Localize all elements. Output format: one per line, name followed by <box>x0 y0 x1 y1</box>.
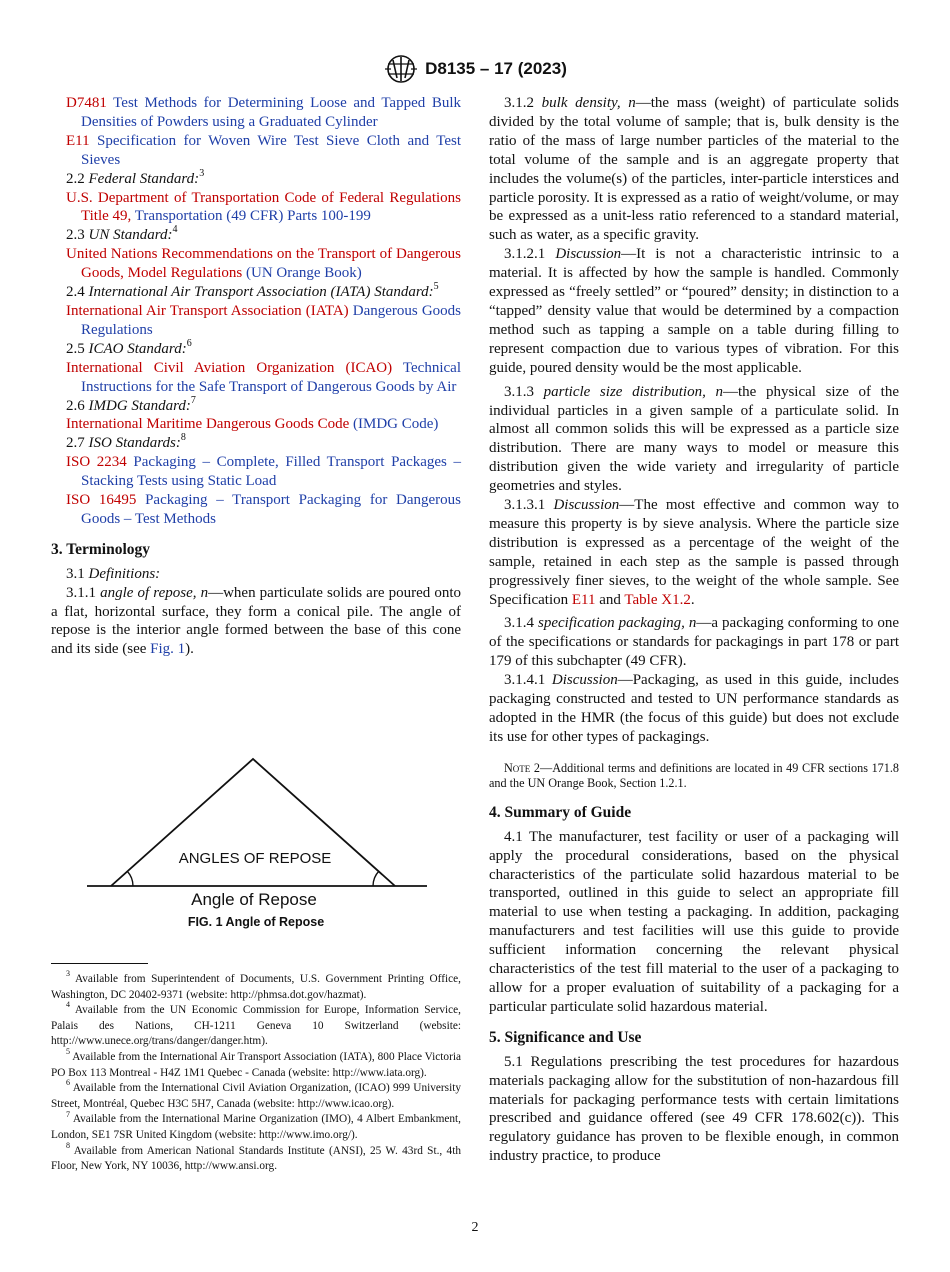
left-angle-arc <box>127 871 133 886</box>
reference-title[interactable]: Test Methods for Determining Loose and Tapped Bulk Densities of Powders using a Graduated Cylinder <box>81 95 462 130</box>
clause-number: 3.1.1 <box>66 584 96 601</box>
reference-title[interactable]: (IMDG Code) <box>353 416 439 433</box>
clause-3-1-2-1 <box>489 245 899 377</box>
right-column <box>489 94 899 1166</box>
footnote-text: Available from the International Air Transport Association (IATA), 800 Place Victoria PO Box 113 Montreal - H4Z 1M1 Quebec - Canada (website: http://www.iata.org). <box>51 1050 461 1079</box>
connector-text: and <box>595 591 625 608</box>
footnote-divider <box>51 963 148 964</box>
footnote-text: Available from the International Marine Organization (IMO), 4 Albert Embankment, London, SE1 7SR United Kingdom (website: http://www.imo.org/). <box>51 1113 461 1141</box>
clause-label: ISO Standards: <box>88 435 181 452</box>
reference-iata <box>51 302 461 340</box>
reference-title[interactable]: Specification for Woven Wire Test Sieve Cloth and Test Sieves <box>81 132 461 168</box>
discussion-label: Discussion <box>555 246 622 263</box>
clause-3-1-4-1 <box>489 671 899 747</box>
footnote <box>51 1078 461 1112</box>
definition-text: —when particulate solids are poured onto a flat, horizontal surface, they form a conical pile. The angle of repose is the interior angle formed between the base of this cone and its side (see <box>51 584 461 658</box>
clause-label: UN Standard: <box>88 227 173 244</box>
reference-d7481 <box>51 94 461 132</box>
reference-title[interactable]: Dangerous Goods Regulations <box>81 302 462 338</box>
clause-2-3 <box>51 226 461 245</box>
footnote-ref[interactable]: 5 <box>433 281 439 293</box>
clause-label: Federal Standard: <box>88 170 200 187</box>
footnote-number: 6 <box>66 1078 70 1088</box>
definition-text: —a packaging conforming to one of the specifications or standards for packagings in part 178 or part 179 of this subchapter (49 CFR). <box>489 615 899 670</box>
footnote-number: 8 <box>66 1140 70 1150</box>
definition-text: —the physical size of the individual particles in a given sample of a particulate solid. In almost all common solids this will be expressed as a particle size distribution. There are many ways to model or measure this distribution given the wide variety and irregularity of particle geometries and styles. <box>489 383 899 495</box>
clause-3-1 <box>51 565 461 584</box>
discussion-label: Discussion <box>553 497 620 514</box>
reference-code[interactable]: ISO 2234 <box>66 454 127 471</box>
clause-number: 3.1.2.1 <box>504 246 546 263</box>
astm-logo-icon <box>383 54 419 84</box>
clause-number: 3.1 <box>66 565 85 582</box>
footnote-ref[interactable]: 8 <box>180 432 186 444</box>
section-heading-terminology: 3. Terminology <box>51 540 151 558</box>
footnote-ref[interactable]: 6 <box>186 337 192 349</box>
note-text: —Additional terms and definitions are located in 49 CFR sections 171.8 and the UN Orange Book, Section 1.2.1. <box>489 760 899 791</box>
left-column <box>51 94 461 659</box>
reference-code[interactable]: U.S. Department of Transportation Code of Federal Regulations Title 49, <box>66 189 461 225</box>
clause-number: 2.5 <box>66 340 85 357</box>
clause-2-5 <box>51 337 461 359</box>
clause-2-6 <box>51 394 461 416</box>
definition-text: —the mass (weight) of particulate solids divided by the total volume of sample; that is, bulk density is the ratio of the mass of large number particles of the material to the total volume of the sample and is an aggregate property that includes the volume(s) of the particles, inter-particle interstices and particle porosity. It is expressed as a ratio of weight/volume, or may be expressed as a unit-less ratio referenced to a standard material, such as water, as a specific gravity. <box>489 95 899 244</box>
clause-3-1-3 <box>489 383 899 496</box>
page-header <box>0 52 950 86</box>
clause-number: 2.6 <box>66 397 85 414</box>
reference-un <box>51 245 461 283</box>
footnote <box>51 1140 461 1175</box>
reference-title[interactable]: (UN Orange Book) <box>246 265 362 282</box>
clause-2-7 <box>51 434 461 453</box>
footnote-text: Available from the UN Economic Commission for Europe, Information Service, Palais des Nations, CH-1211 Geneva 10 Switzerland (website: http://www.unece.org/trans/danger/danger.htm). <box>51 1004 461 1048</box>
term: specification packaging, n <box>538 615 697 632</box>
clause-2-4 <box>51 283 461 302</box>
footnote-number: 4 <box>66 1000 70 1010</box>
discussion-label: Discussion <box>551 672 618 689</box>
section-heading-significance: 5. Significance and Use <box>489 1028 642 1046</box>
reference-code[interactable]: International Maritime Dangerous Goods Code <box>66 416 350 433</box>
footnotes <box>51 969 461 1175</box>
discussion-text: —It is not a characteristic intrinsic to a material. It is affected by how the sample is handled. Commonly expressed as “freely settled” or “poured” density; in distinction to a “tapped” density value that would be determined by a compaction method such as tapping a sample on a table during filling to represent compaction due to various types of vibration. For this guide, poured density would be the most applicable. <box>489 246 900 376</box>
footnote-number: 3 <box>66 969 70 979</box>
section-heading-summary: 4. Summary of Guide <box>489 803 632 821</box>
reference-iso-16495 <box>51 491 461 529</box>
reference-title[interactable]: Technical Instructions for the Safe Transport of Dangerous Goods by Air <box>81 359 461 395</box>
clause-number: 2.2 <box>66 170 85 187</box>
document-designation: D8135 – 17 (2023) <box>425 59 567 78</box>
clause-5-1 <box>489 1053 899 1166</box>
clause-number: 2.3 <box>66 227 85 244</box>
footnote-text: Available from Superintendent of Documents, U.S. Government Printing Office, Washington, DC 20402-9371 (website: http://phmsa.dot.gov/hazmat). <box>51 973 461 1001</box>
footnote-number: 7 <box>66 1109 70 1119</box>
clause-label: IMDG Standard: <box>88 397 191 414</box>
reference-imdg <box>51 415 461 434</box>
definition-text-end: ). <box>185 641 194 658</box>
clause-2-2 <box>51 167 461 189</box>
clause-text: The manufacturer, test facility or user of a packaging will apply the procedural considerations, based on the physical characteristics of the particulate solid hazardous material to be transported, outlined in this guide to select an appropriate fill material to use when testing a packaging. In addition, packaging manufacturers and test facilities will use this guide to provide sufficient information concerning the relevant physical characteristics of the test fill material to the user of a packaging to allow for a proper evaluation of suitability of a packaging for a particular particulate solid hazardous material. <box>489 828 899 1015</box>
term: bulk density, n <box>541 95 636 111</box>
clause-number: 2.7 <box>66 435 85 452</box>
right-angle-arc <box>373 871 379 886</box>
footnote <box>51 1047 461 1081</box>
reference-code[interactable]: International Air Transport Association (IATA) <box>66 302 349 319</box>
clause-number: 3.1.3.1 <box>504 497 546 514</box>
clause-4-1 <box>489 828 899 1017</box>
clause-label: ICAO Standard: <box>88 340 187 357</box>
table-link[interactable]: Table X1.2 <box>624 591 691 608</box>
sentence-end: . <box>690 591 695 608</box>
clause-number: 3.1.4.1 <box>504 672 546 689</box>
footnote <box>51 1000 461 1050</box>
note-label: Note 2 <box>504 760 541 775</box>
footnote-number: 5 <box>66 1047 70 1057</box>
reference-e11 <box>51 132 461 170</box>
reference-code[interactable]: ISO 16495 <box>66 492 137 509</box>
spec-link-e11[interactable]: E11 <box>571 591 596 608</box>
discussion-text: —The most effective and common way to measure this property is by sieve analysis. Where the particle size distribution is expressed as a percentage of the weight of the sample, retained in each step as the sample is passed through progressively finer sieves, to the weight of the whole sample. See Specification <box>489 497 899 608</box>
reference-code[interactable]: International Civil Aviation Organization (ICAO) <box>66 359 393 376</box>
reference-code[interactable]: United Nations Recommendations on the Transport of Dangerous Goods, Model Regulations <box>66 246 461 282</box>
clause-3-1-1 <box>51 584 461 660</box>
inside-label: ANGLES OF REPOSE <box>178 850 332 867</box>
clause-text: Regulations prescribing the test procedures for hazardous materials packaging allow for the substitution of non-hazardous fill materials for packaging performance tests with certain limitations prescribed and guidance offered (see 49 CFR 178.602(c)). This regulatory guidance has proven to be flexible enough, in common industry practice, to produce <box>489 1053 900 1165</box>
reference-dot <box>51 189 461 227</box>
footnote-ref[interactable]: 3 <box>199 167 205 179</box>
below-label: Angle of Repose <box>191 890 317 909</box>
clause-number: 4.1 <box>504 828 523 845</box>
reference-iso-2234 <box>51 453 461 491</box>
footnote-ref[interactable]: 7 <box>190 394 196 406</box>
note-2 <box>489 761 899 792</box>
figure-link[interactable]: Fig. 1 <box>150 641 186 658</box>
footnote <box>51 969 461 1003</box>
reference-title[interactable]: Packaging – Complete, Filled Transport Packages – Stacking Tests using Static Load <box>81 454 462 490</box>
clause-label: Definitions: <box>88 565 161 582</box>
reference-code[interactable]: E11 <box>66 132 90 149</box>
term: angle of repose, n <box>100 584 209 601</box>
clause-number: 5.1 <box>504 1053 523 1070</box>
clause-3-1-2 <box>489 94 899 245</box>
reference-icao <box>51 359 461 397</box>
figure-angle-of-repose <box>51 750 461 935</box>
clause-number: 3.1.4 <box>504 615 534 632</box>
clause-number: 3.1.2 <box>504 95 534 111</box>
clause-number: 2.4 <box>66 284 85 301</box>
figure-caption: FIG. 1 Angle of Repose <box>187 915 325 929</box>
footnote-text: Available from the International Civil Aviation Organization, (ICAO) 999 University Street, Montréal, Quebec H3C 5H7, Canada (website: http://www.icao.org). <box>51 1082 461 1110</box>
footnote <box>51 1109 461 1143</box>
reference-title[interactable]: Transportation (49 CFR) Parts 100-199 <box>134 208 371 225</box>
discussion-text: —Packaging, as used in this guide, includes packaging constructed and tested to UN performance standards as adopted in the HMR (the focus of this guide) but does not exclude its use for other types of packagings. <box>489 672 899 745</box>
footnote-text: Available from American National Standards Institute (ANSI), 25 W. 43rd St., 4th Floor, New York, NY 10036, http://www.ansi.org. <box>51 1144 461 1173</box>
reference-title[interactable]: Packaging – Transport Packaging for Dangerous Goods – Test Methods <box>81 492 462 527</box>
footnote-ref[interactable]: 4 <box>172 224 178 236</box>
page-number: 2 <box>471 1220 479 1235</box>
clause-label: International Air Transport Association (IATA) Standard: <box>88 284 434 301</box>
angle-of-repose-diagram <box>51 750 461 910</box>
clause-3-1-3-1 <box>489 496 899 609</box>
term: particle size distribution, n <box>543 383 723 400</box>
clause-number: 3.1.3 <box>504 383 534 400</box>
clause-3-1-4 <box>489 614 899 671</box>
reference-code[interactable]: D7481 <box>66 95 107 111</box>
